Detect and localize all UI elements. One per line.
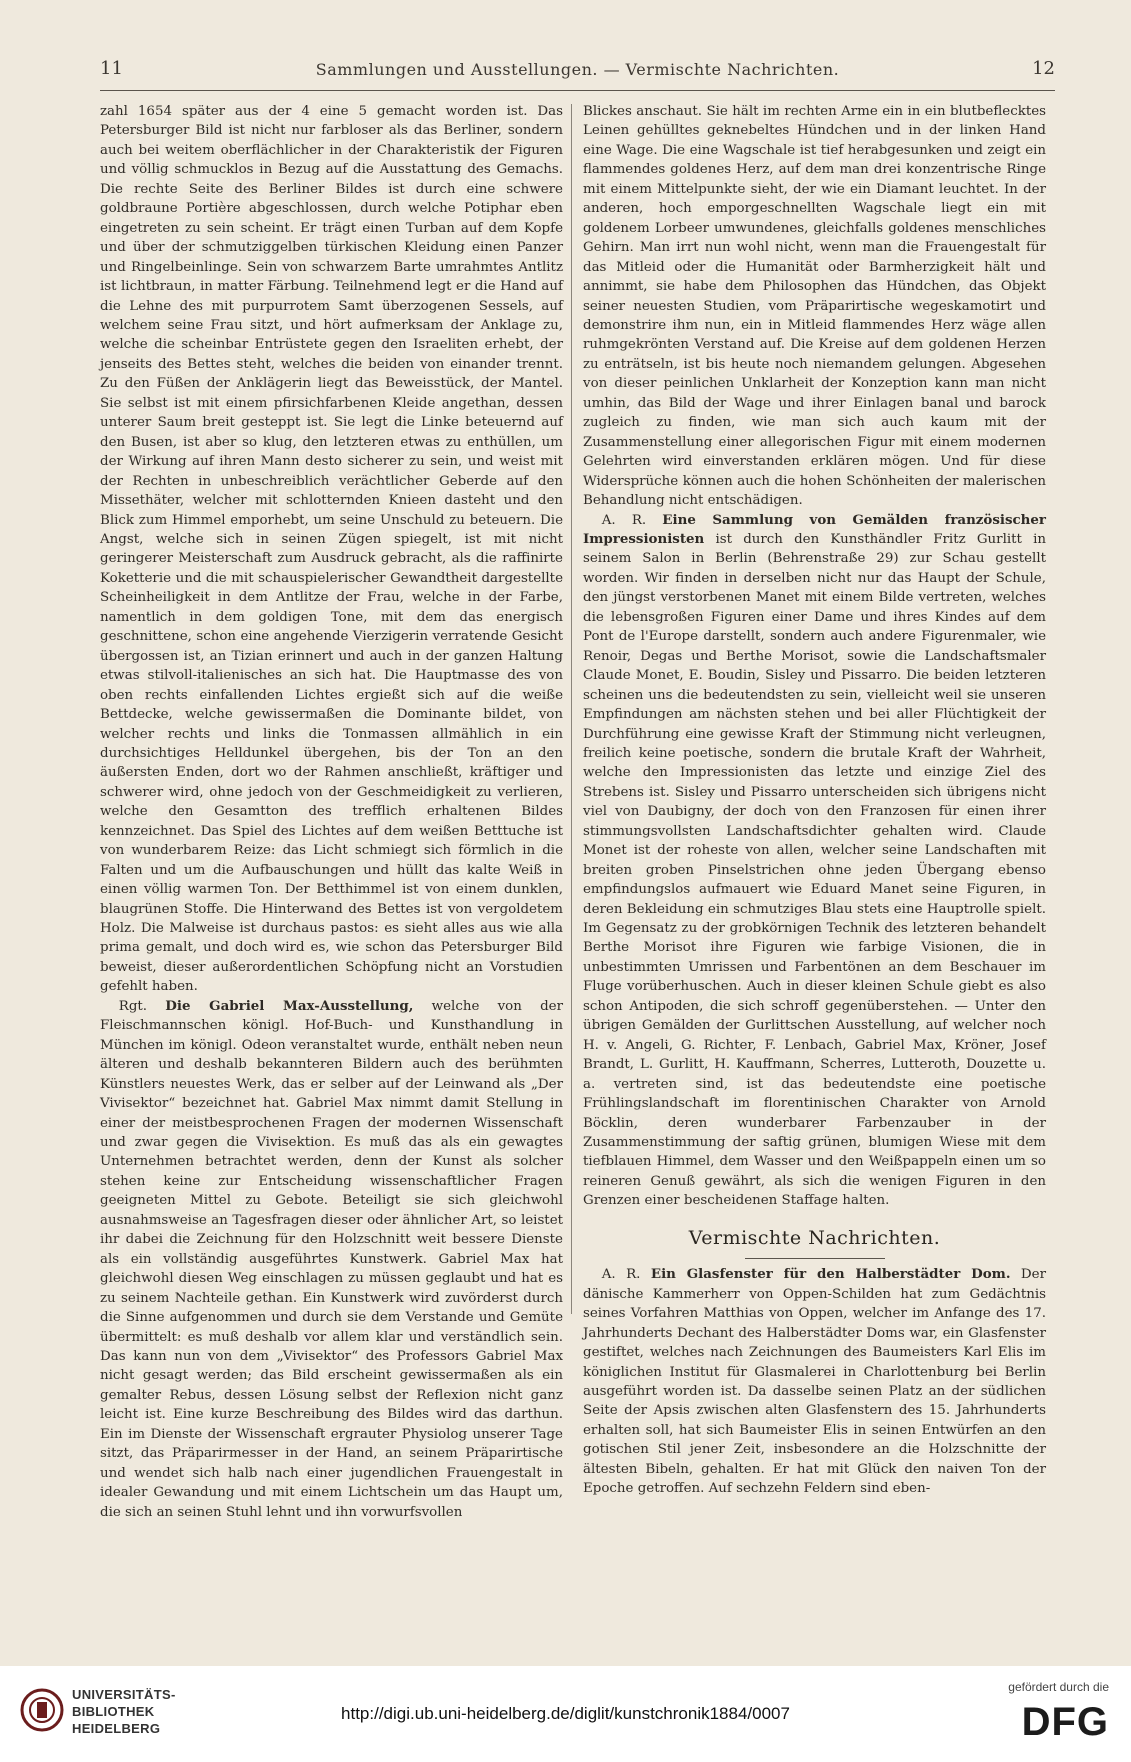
paragraph-impressionisten (583, 511, 1046, 1211)
article-heading: Eine Sammlung von Gemälden französischer Impressionisten (583, 511, 1046, 547)
section-heading: Vermischte Nachrichten. (688, 1226, 941, 1249)
header-rule (100, 90, 1055, 91)
page-number-left: 11 (100, 58, 123, 79)
article-heading: Ein Glasfenster für den Halberstädter Dom. (650, 1266, 1011, 1283)
library-name: UNIVERSITÄTS- BIBLIOTHEK HEIDELBERG (72, 1687, 176, 1736)
running-title: Sammlungen und Ausstellungen. — Vermischte Nachrichten. (315, 60, 840, 79)
author-sigle: A. R. (601, 1267, 641, 1283)
column-divider (571, 104, 572, 1314)
article-heading: Die Gabriel Max-Ausstellung, (165, 997, 414, 1014)
page-number-right: 12 (1032, 58, 1055, 79)
right-column (583, 102, 1046, 1499)
article-body: Der dänische Kammerherr von Oppen-Schilden hat zum Gedächtnis seines Vorfahren Matthias von Oppen, welcher im Anfange des 17. Jahrhunderts Dechant des Halberstädter Doms war, ein Glasfenster gestiftet, welches nach Zeichnungen des Baumeisters Karl Elis im königlichen Institut für Glasmalerei in Charlottenburg bei Berlin ausgeführt worden ist. Da dasselbe seinen Platz an der südlichen Seite der Apsis zwischen alten Glasfenstern des 15. Jahrhunderts erhalten soll, hat sich Baumeister Elis in seinen Entwürfen an den gotischen Stil jener Zeit, insbesondere an die Holzschnitte der ältesten Bibeln, gehalten. Er hat mit Glück den naiven Ton der Epoche getroffen. Auf sechzehn Feldern sind eben- (583, 1267, 1046, 1497)
page-header (100, 58, 1055, 88)
article-body: ist durch den Kunsthändler Fritz Gurlitt in seinem Salon in Berlin (Behrenstraße 29) zur Schau gestellt worden. Wir finden in derselben nicht nur das Haupt der Schule, den jüngst verstorbenen Manet mit einem Bilde vertreten, welches die lebensgroßen Figuren einer Dame und ihres Kindes auf dem Pont de l'Europe darstellt, sondern auch andere Figurenmaler, wie Renoir, Degas und Berthe Morisot, sowie die Landschaftsmaler Claude Monet, E. Boudin, Sisley und Pissarro. Die beiden letzteren scheinen uns die bedeutendsten zu sein, vielleicht weil sie unseren Empfindungen am nächsten stehen und bei aller Flüchtigkeit der Durchführung eine gewisse Kraft der Stimmung nicht verleugnen, freilich keine poetische, sondern die brutale Kraft der Wahrheit, welche den Impressionisten das letzte und einzige Ziel des Strebens ist. Sisley und Pissarro unterscheiden sich übrigens nicht viel von Daubigny, der doch von den Franzosen für einen ihrer stimmungsvollsten Landschaftsdichter gehalten wird. Claude Monet ist der roheste von allen, welcher seine Landschaften mit breiten groben Pinselstrichen ohne jeden Übergang ebenso empfindungslos aufmauert wie Eduard Manet seine Figuren, in deren Bekleidung ein schmutziges Blau stets eine Hauptrolle spielt. Im Gegensatz zu der grobkörnigen Technik des letzteren behandelt Berthe Morisot ihre Figuren wie farbige Visionen, die in unbestimmten Umrissen und Farbentönen an dem Beschauer im Fluge vorüberhuschen. Auch in dieser kleinen Schule giebt es also schon Antipoden, die sich schroff gegenüberstehen. — Unter den übrigen Gemälden der Gurlittschen Ausstellung, auf welcher noch H. v. Angeli, G. Richter, F. Lenbach, Gabriel Max, Kröner, Josef Brandt, L. Gurlitt, H. Kauffmann, Scherres, Lutteroth, Douzette u. a. vertreten sind, ist das bedeutendste eine poetische Frühlingslandschaft im florentinischen Charakter von Arnold Böcklin, deren wunderbarer Farbenzauber in der Zusammenstimmung der saftig grünen, blumigen Wiese mit dem tiefblauen Himmel, dem Wasser und den Weißpappeln einen um so reineren Genuß gewährt, als sich die wenigen Figuren in den Grenzen einer bescheidenen Staffage halten. (583, 531, 1046, 1209)
author-sigle: Rgt. (118, 998, 148, 1014)
left-column (100, 102, 563, 1522)
paragraph-vivisektor-cont: Blickes anschaut. Sie hält im rechten Arme ein in ein blutbeflecktes Leinen gehülltes geknebeltes Hündchen und in der linken Hand eine Wage. Die eine Wagschale ist tief herabgesunken und zeigt ein flammendes goldenes Herz, auf dem man drei konzentrische Ringe mit einem Mittelpunkte sieht, der wie ein Diamant leuchtet. In der anderen, hoch emporgeschnellten Wagschale liegt ein mit goldenem Lorbeer umwundenes, gleichfalls goldenes menschliches Gehirn. Man irrt nun wohl nicht, wenn man die Frauengestalt für das Mitleid oder die Humanität oder Barmherzigkeit hält und annimmt, sie habe dem Philosophen das Hündchen, das Objekt seiner neuesten Studien, vom Präparirtische wegeskamotirt und demonstrire ihm nun, ein in Mitleid flammendes Herz wäge allen ruhmgekrönten Verstand auf. Die Kreise auf dem goldenen Herzen zu enträtseln, ist bis heute noch niemandem gelungen. Abgesehen von dieser peinlichen Unklarheit der Konzeption kann man nicht umhin, das Bild der Wage und ihrer Einlagen banal und barock zugleich zu finden, wie man sich auch kaum mit der Zusammenstellung einer allegorischen Figur mit einem modernen Gelehrten wird einverstanden erklären mögen. Und für diese Widersprüche können auch die hohen Schönheiten der malerischen Behandlung nicht entschädigen. (583, 104, 1046, 509)
digitization-footer (0, 1666, 1131, 1762)
paragraph-potiphar: zahl 1654 später aus der 4 eine 5 gemacht worden ist. Das Petersburger Bild ist nicht nur farbloser als das Berliner, sondern auch bei weitem oberflächlicher in der Charakteristik der Figuren und völlig schmucklos in Bezug auf die Ausstattung des Gemachs. Die rechte Seite des Berliner Bildes ist durch eine schwere goldbraune Portière abgeschlossen, durch welche Potiphar eben eingetreten zu sein scheint. Er trägt einen Turban auf dem Kopfe und über der schmutziggelben türkischen Kleidung einen Panzer und Ringelbeinlinge. Sein von schwarzem Barte umrahmtes Antlitz ist lichtbraun, in matter Färbung. Teilnehmend legt er die Hand auf die Lehne des mit purpurrotem Samt überzogenen Sessels, auf welchem seine Frau sitzt, und hört aufmerksam der Anklage zu, welche die scheinbar Entrüstete gegen den Israeliten erhebt, der jenseits des Bettes steht, welches die beiden von einander trennt. Zu den Füßen der Anklägerin liegt das Beweisstück, der Mantel. Sie selbst ist mit einem pfirsichfarbenen Kleide angethan, dessen unterer Saum breit gesteppt ist. Sie legt die Linke beteuernd auf den Busen, ist aber so klug, den letzteren etwas zu enthüllen, um der Wirkung auf ihren Mann desto sicherer zu sein, und weist mit der Rechten in unbeschreiblich verächtlicher Geberde auf den Missethäter, welcher mit schlotternden Knieen dasteht und den Blick zum Himmel emporhebt, um seine Unschuld zu beteuern. Die Angst, welche sich in seinen Zügen spiegelt, ist mit nicht geringerer Meisterschaft zum Ausdruck gebracht, als die raffinirte Koketterie und die mit schauspielerischer Gewandtheit dargestellte Scheinheiligkeit in dem Antlitze der Frau, welche in der Farbe, namentlich in dem goldigen Tone, mit dem das energisch geschnittene, schon eine angehende Vierzigerin verratende Gesicht übergossen ist, an Tizian erinnert und auch in der ganzen Haltung etwas stilvoll-italienisches an sich hat. Die Hauptmasse des von oben rechts einfallenden Lichtes ergießt sich auf die weiße Bettdecke, welche gewissermaßen die Dominante bildet, von welcher rechts und links die Tonmassen allmählich in ein durchsichtiges Helldunkel übergehen, bis der Ton an den äußersten Enden, dort wo der Rahmen anschließt, kräftiger und schwerer wird, ohne jedoch von der Geschmeidigkeit zu verlieren, welche den Gesamtton des trefflich erhaltenen Bildes kennzeichnet. Das Spiel des Lichtes auf dem weißen Betttuche ist von wunderbarem Reize: das Licht schmiegt sich förmlich in die Falten und um die Aufbauschungen und hüllt das kalte Weiß in einen völlig warmen Ton. Der Betthimmel ist von einem dunklen, blaugrünen Stoffe. Die Hinterwand des Bettes ist von vergoldetem Holz. Die Malweise ist durchaus pastos: es sieht alles aus wie alla prima gemalt, und doch wird es, wie schon das Petersburger Bild beweist, dieser außerordentlichen Schöpfung nicht an Vorstudien gefehlt haben. (100, 104, 563, 995)
paragraph-gabriel-max (100, 997, 563, 1522)
author-sigle: A. R. (601, 512, 647, 528)
section-rule (745, 1258, 885, 1259)
dfg-logo: DFG (1021, 1700, 1109, 1744)
funding-note: gefördert durch die (1008, 1680, 1109, 1694)
paragraph-glasfenster (583, 1265, 1046, 1498)
source-url-link[interactable]: http://digi.ub.uni-heidelberg.de/diglit/kunstchronik1884/0007 (341, 1704, 790, 1723)
article-body: welche von der Fleischmannschen königl. Hof-Buch- und Kunsthandlung in München im königl. Odeon veranstaltet wurde, enthält neben neun älteren und deshalb bekannteren Bildern auch des berühmten Künstlers neuestes Werk, das er selber auf der Leinwand als „Der Vivisektor“ bezeichnet hat. Gabriel Max nimmt damit Stellung in einer der meistbesprochenen Fragen der modernen Wissenschaft und zwar gegen die Vivisektion. Es muß das als ein gewagtes Unternehmen betrachtet werden, denn der Kunst als solcher stehen keine zur Entscheidung wissenschaftlicher Fragen geeigneten Mittel zu Gebote. Beteiligt sie sich gleichwohl ausnahmsweise an Tagesfragen dieser oder ähnlicher Art, so leistet ihr dabei die Zeichnung für den Holzschnitt weit bessere Dienste als ein vollständig ausgeführtes Kunstwerk. Gabriel Max hat gleichwohl diesen Weg einschlagen zu müssen geglaubt und hat es zu seinem Nachteile gethan. Ein Kunstwerk wird zuvörderst durch die Sinne aufgenommen und durch sie dem Verstande und Gemüte übermittelt: es muß deshalb vor allem klar und verständlich sein. Das kann nun von dem „Vivisektor“ des Professors Gabriel Max nicht gesagt werden; das Bild erscheint gewissermaßen als ein gemalter Rebus, dessen Lösung selbst der Reflexion nicht ganz leicht ist. Eine kurze Beschreibung des Bildes wird das darthun. Ein im Dienste der Wissenschaft ergrauter Physiolog unserer Tage sitzt, das Präparirmesser in der Hand, an seinem Präparirtische und wendet sich halb nach einer jugendlichen Frauengestalt in idealer Gewandung und mit einem Lichtschein um das Haupt um, die sich an seinen Stuhl lehnt und ihn vorwurfsvollen (100, 998, 564, 1520)
